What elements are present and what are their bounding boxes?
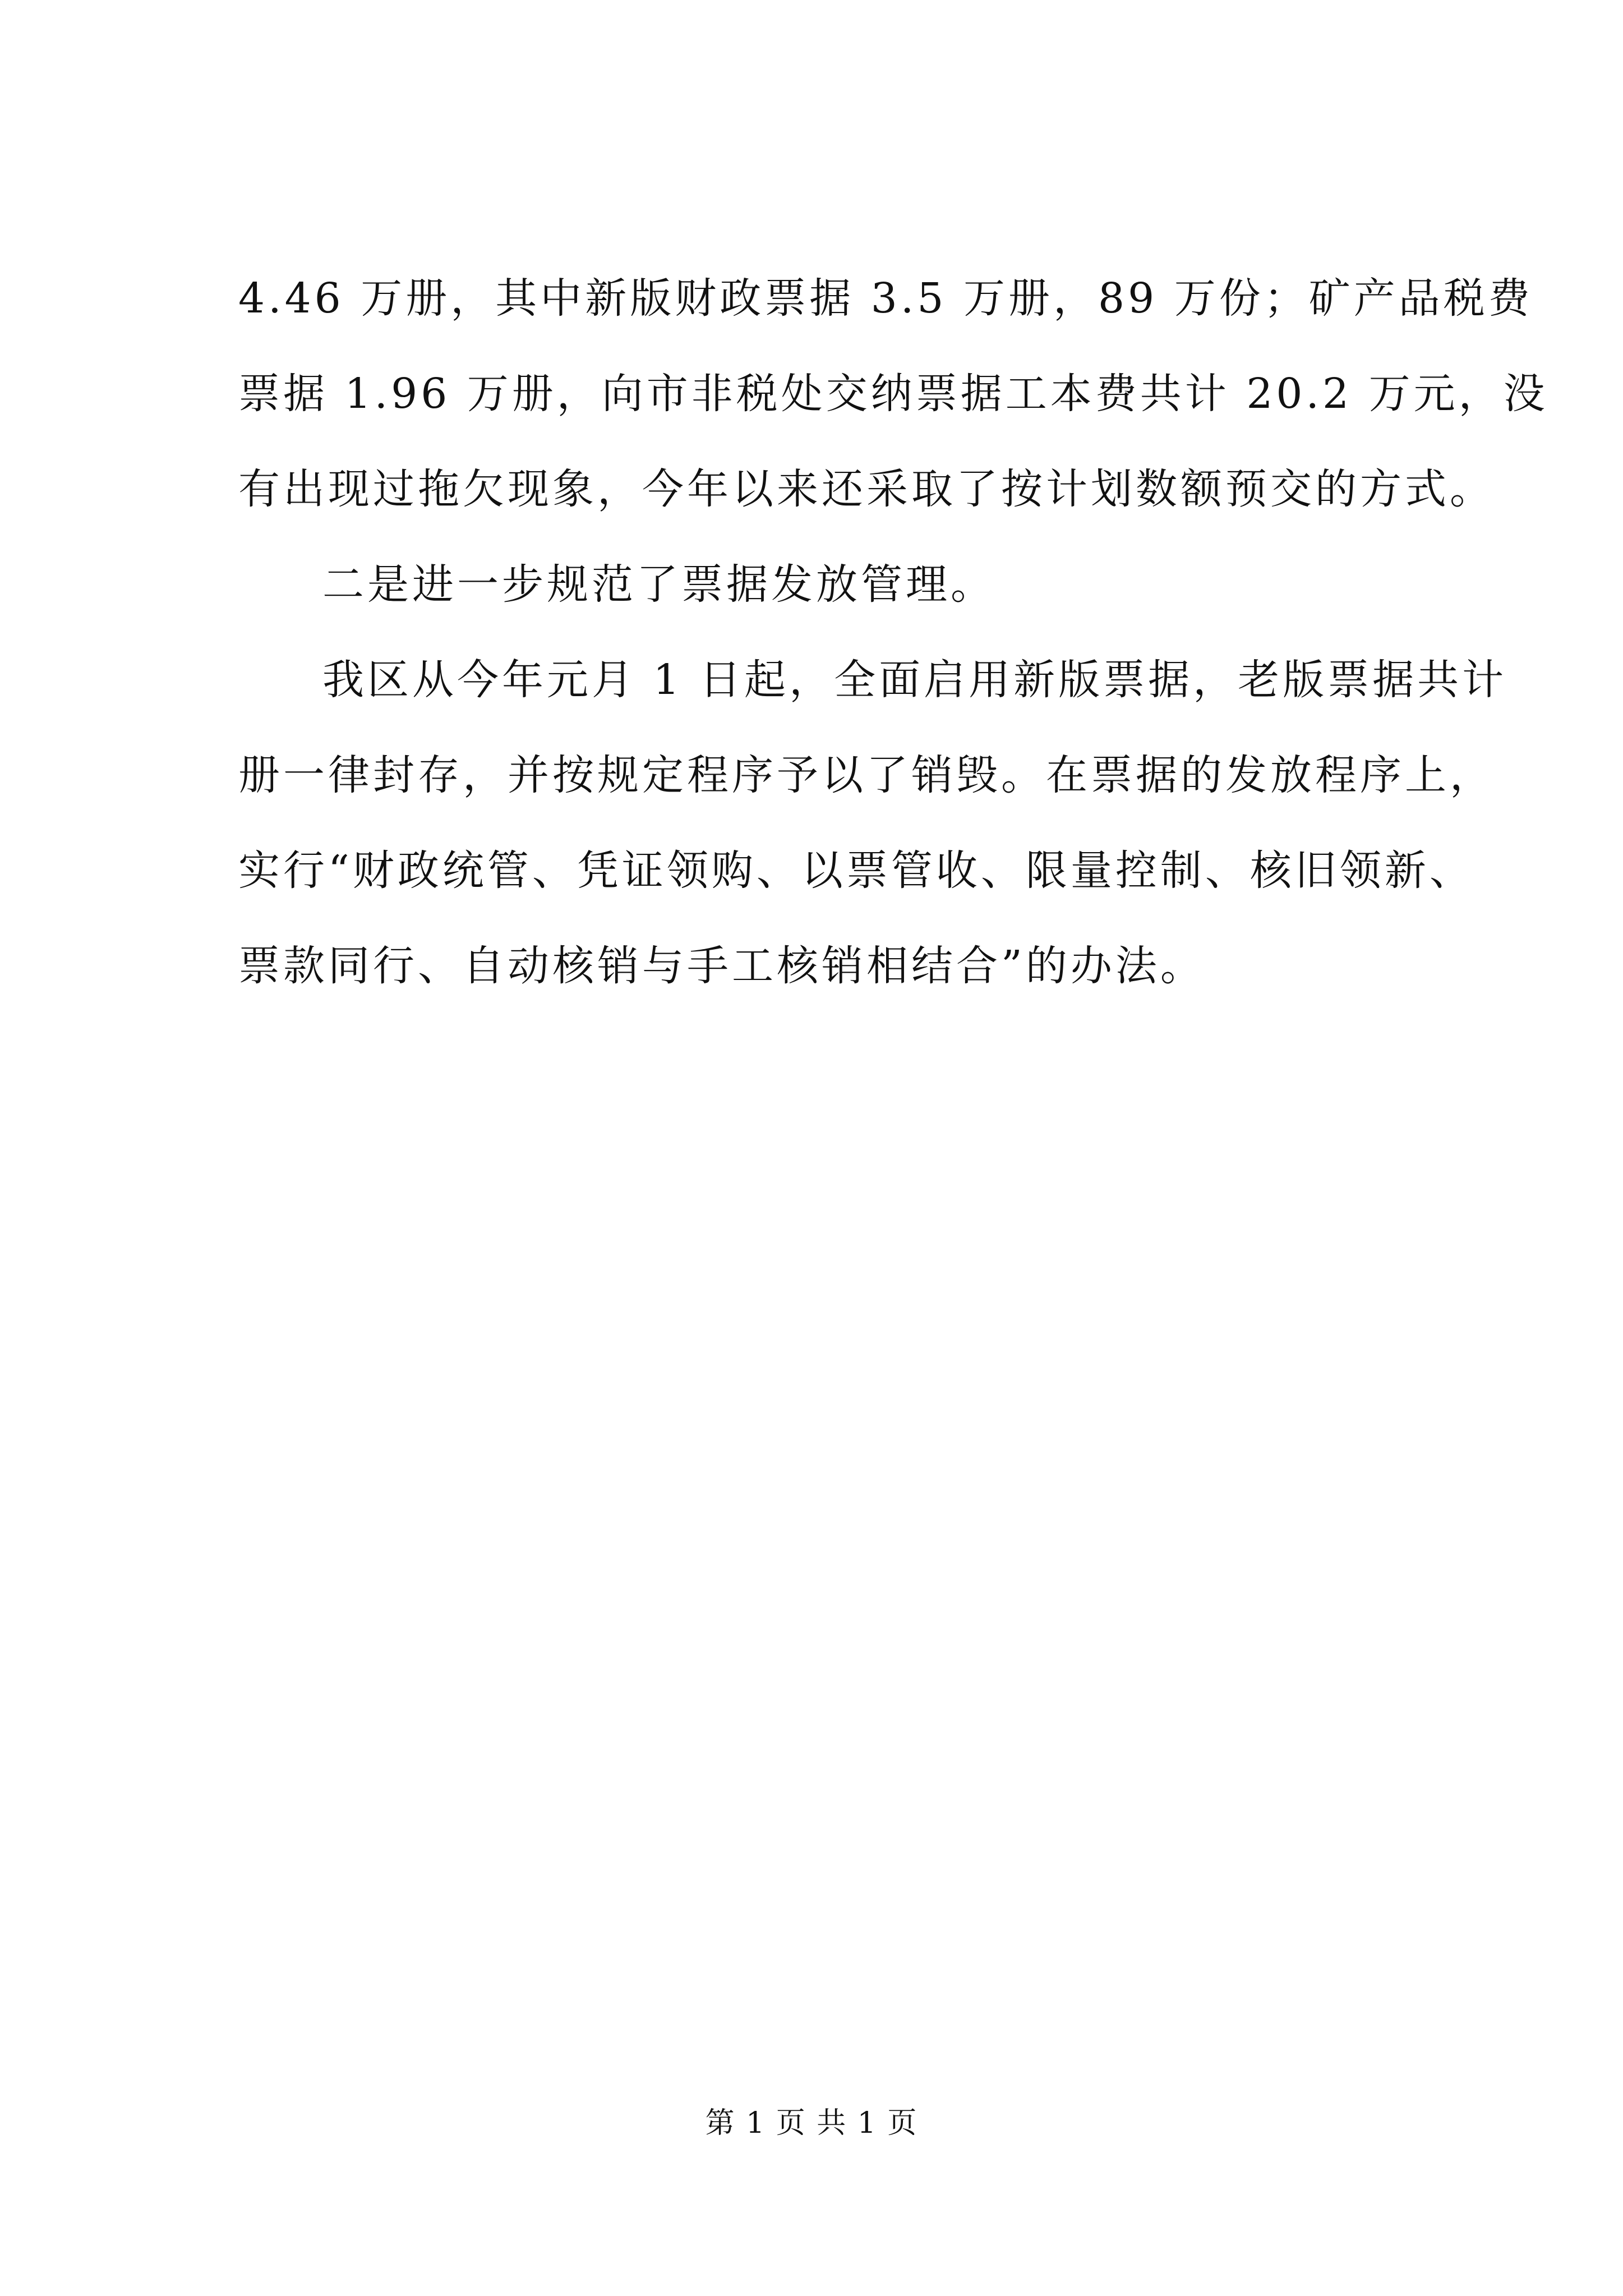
body-text-line: 册一律封存，并按规定程序予以了销毁。在票据的发放程序上， bbox=[238, 751, 1495, 799]
body-text-line: 4.46 万册，其中新版财政票据 3.5 万册，89 万份；矿产品税费 bbox=[238, 274, 1533, 323]
document-body bbox=[238, 255, 1548, 990]
body-text-line: 我区从今年元月 1 日起，全面启用新版票据，老版票据共计 bbox=[322, 656, 1507, 704]
body-text-line: 有出现过拖欠现象，今年以来还采取了按计划数额预交的方式。 bbox=[238, 465, 1495, 513]
body-text-line: 票据 1.96 万册，向市非税处交纳票据工本费共计 20.2 万元，没 bbox=[238, 370, 1548, 418]
body-text-line: 票款同行、自动核销与手工核销相结合”的办法。 bbox=[238, 942, 1205, 990]
section-heading: 二是进一步规范了票据发放管理。 bbox=[322, 560, 995, 609]
body-text-line: 实行“财政统管、凭证领购、以票管收、限量控制、核旧领新、 bbox=[238, 846, 1474, 895]
page-footer bbox=[0, 2106, 1623, 2140]
page-number-label: 第 1 页 共 1 页 bbox=[705, 2106, 918, 2140]
